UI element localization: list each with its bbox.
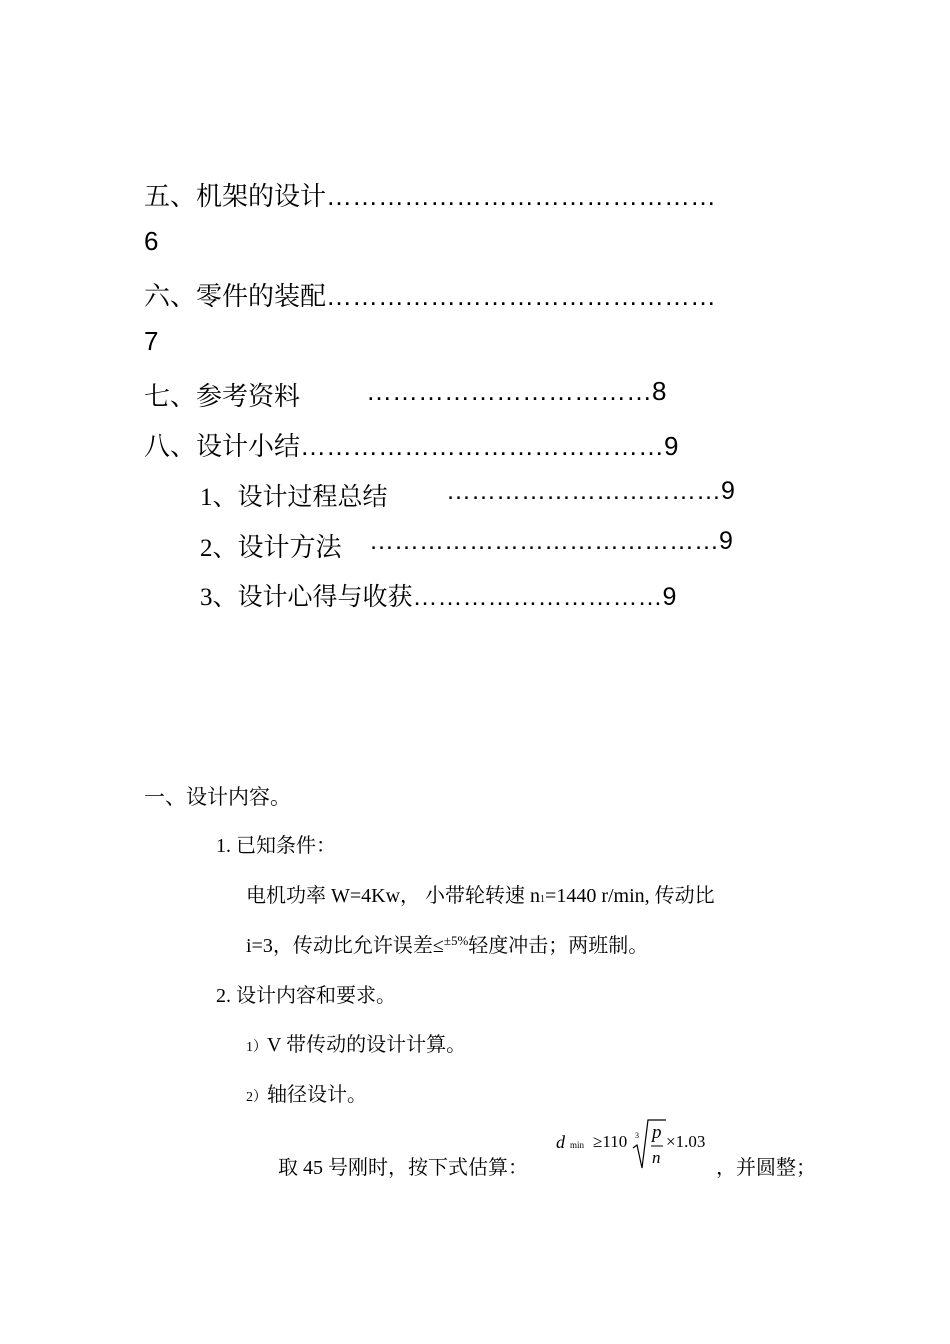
formula-root-index: 3 <box>635 1131 639 1140</box>
sub-item-number: 2） <box>246 1090 267 1105</box>
sub-item-2 <box>246 1078 367 1107</box>
item-2-label: 2. 设计内容和要求。 <box>216 985 396 1007</box>
toc-sub-entry-3 <box>200 577 676 613</box>
toc-entry-leader: …………………………… <box>446 477 721 505</box>
toc-entry-leader: …………………………………… <box>369 527 719 555</box>
item-1-line-1 <box>246 879 715 908</box>
toc-entry-page: 7 <box>144 326 159 356</box>
toc-entry-title: 六、零件的装配 <box>144 281 327 311</box>
toc-entry-leader: ……………………………………… <box>326 281 717 311</box>
formula-geq: ≥110 <box>593 1132 628 1151</box>
item-1-line-1-text-2: =1440 r/min, 传动比 <box>545 885 715 907</box>
toc-entry-page: 9 <box>664 431 679 461</box>
toc-sub-entry-1 <box>200 477 388 513</box>
item-1-line-1-subscript: 1 <box>540 894 546 905</box>
formula-suffix: ，并圆整； <box>716 1157 816 1179</box>
tolerance-value: ±5% <box>443 933 469 948</box>
toc-entry-leader: ………………………… <box>412 583 663 611</box>
toc-entry-page: 8 <box>652 376 667 406</box>
formula-times: ×1.03 <box>666 1132 706 1151</box>
toc-entry-leader: …………………………………… <box>300 431 665 461</box>
sub-item-text: 轴径设计。 <box>267 1084 367 1106</box>
item-1-line-2-text-2: 轻度冲击；两班制。 <box>468 935 649 957</box>
toc-entry-page: 6 <box>144 226 159 256</box>
sub-item-number: 1） <box>246 1040 267 1055</box>
toc-sub-number: 1、 <box>200 484 238 511</box>
toc-entry-6 <box>144 276 716 313</box>
toc-entry-title: 五、机架的设计 <box>144 181 327 211</box>
toc-entry-7 <box>144 376 300 413</box>
toc-sub-title: 设计方法 <box>237 532 342 562</box>
formula-d: d <box>556 1132 565 1152</box>
toc-entry-title: 七、参考资料 <box>144 381 301 411</box>
toc-entry-leader: ……………………………………… <box>326 181 717 211</box>
formula-n: n <box>652 1148 661 1167</box>
toc-entry-page: 9 <box>662 583 677 611</box>
toc-entry-page: 9 <box>719 527 733 555</box>
toc-entry-7-leader <box>366 376 666 407</box>
sub-item-text: V 带传动的设计计算。 <box>267 1034 467 1056</box>
section-heading: 一、设计内容。 <box>144 785 291 809</box>
toc-entry-page: 9 <box>721 477 735 505</box>
formula-min: min <box>570 1140 585 1150</box>
toc-sub-title: 设计过程总结 <box>237 484 388 511</box>
toc-entry-5 <box>144 176 716 213</box>
toc-sub-entry-2-leader <box>369 527 733 556</box>
sub-item-1 <box>246 1028 466 1057</box>
toc-sub-number: 3、 <box>200 584 238 611</box>
toc-sub-entry-1-leader <box>446 477 735 506</box>
formula-p: p <box>652 1122 662 1143</box>
shaft-diameter-formula <box>556 1118 716 1178</box>
toc-entry-title: 八、设计小结 <box>144 431 301 461</box>
formula-prefix: 取 45 号刚时，按下式估算： <box>278 1157 528 1179</box>
toc-entry-leader: …………………………… <box>366 376 652 406</box>
item-1-line-2 <box>246 929 648 958</box>
toc-sub-number: 2、 <box>200 535 238 562</box>
item-1-label: 1. 已知条件： <box>216 835 336 857</box>
toc-sub-title: 设计心得与收获 <box>237 584 413 611</box>
toc-entry-8 <box>144 426 678 463</box>
item-1-line-1-text: 电机功率 W=4Kw， 小带轮转速 n <box>246 885 541 907</box>
toc-sub-entry-2 <box>200 527 342 564</box>
item-1-line-2-text: i=3，传动比允许误差≤ <box>246 935 444 957</box>
